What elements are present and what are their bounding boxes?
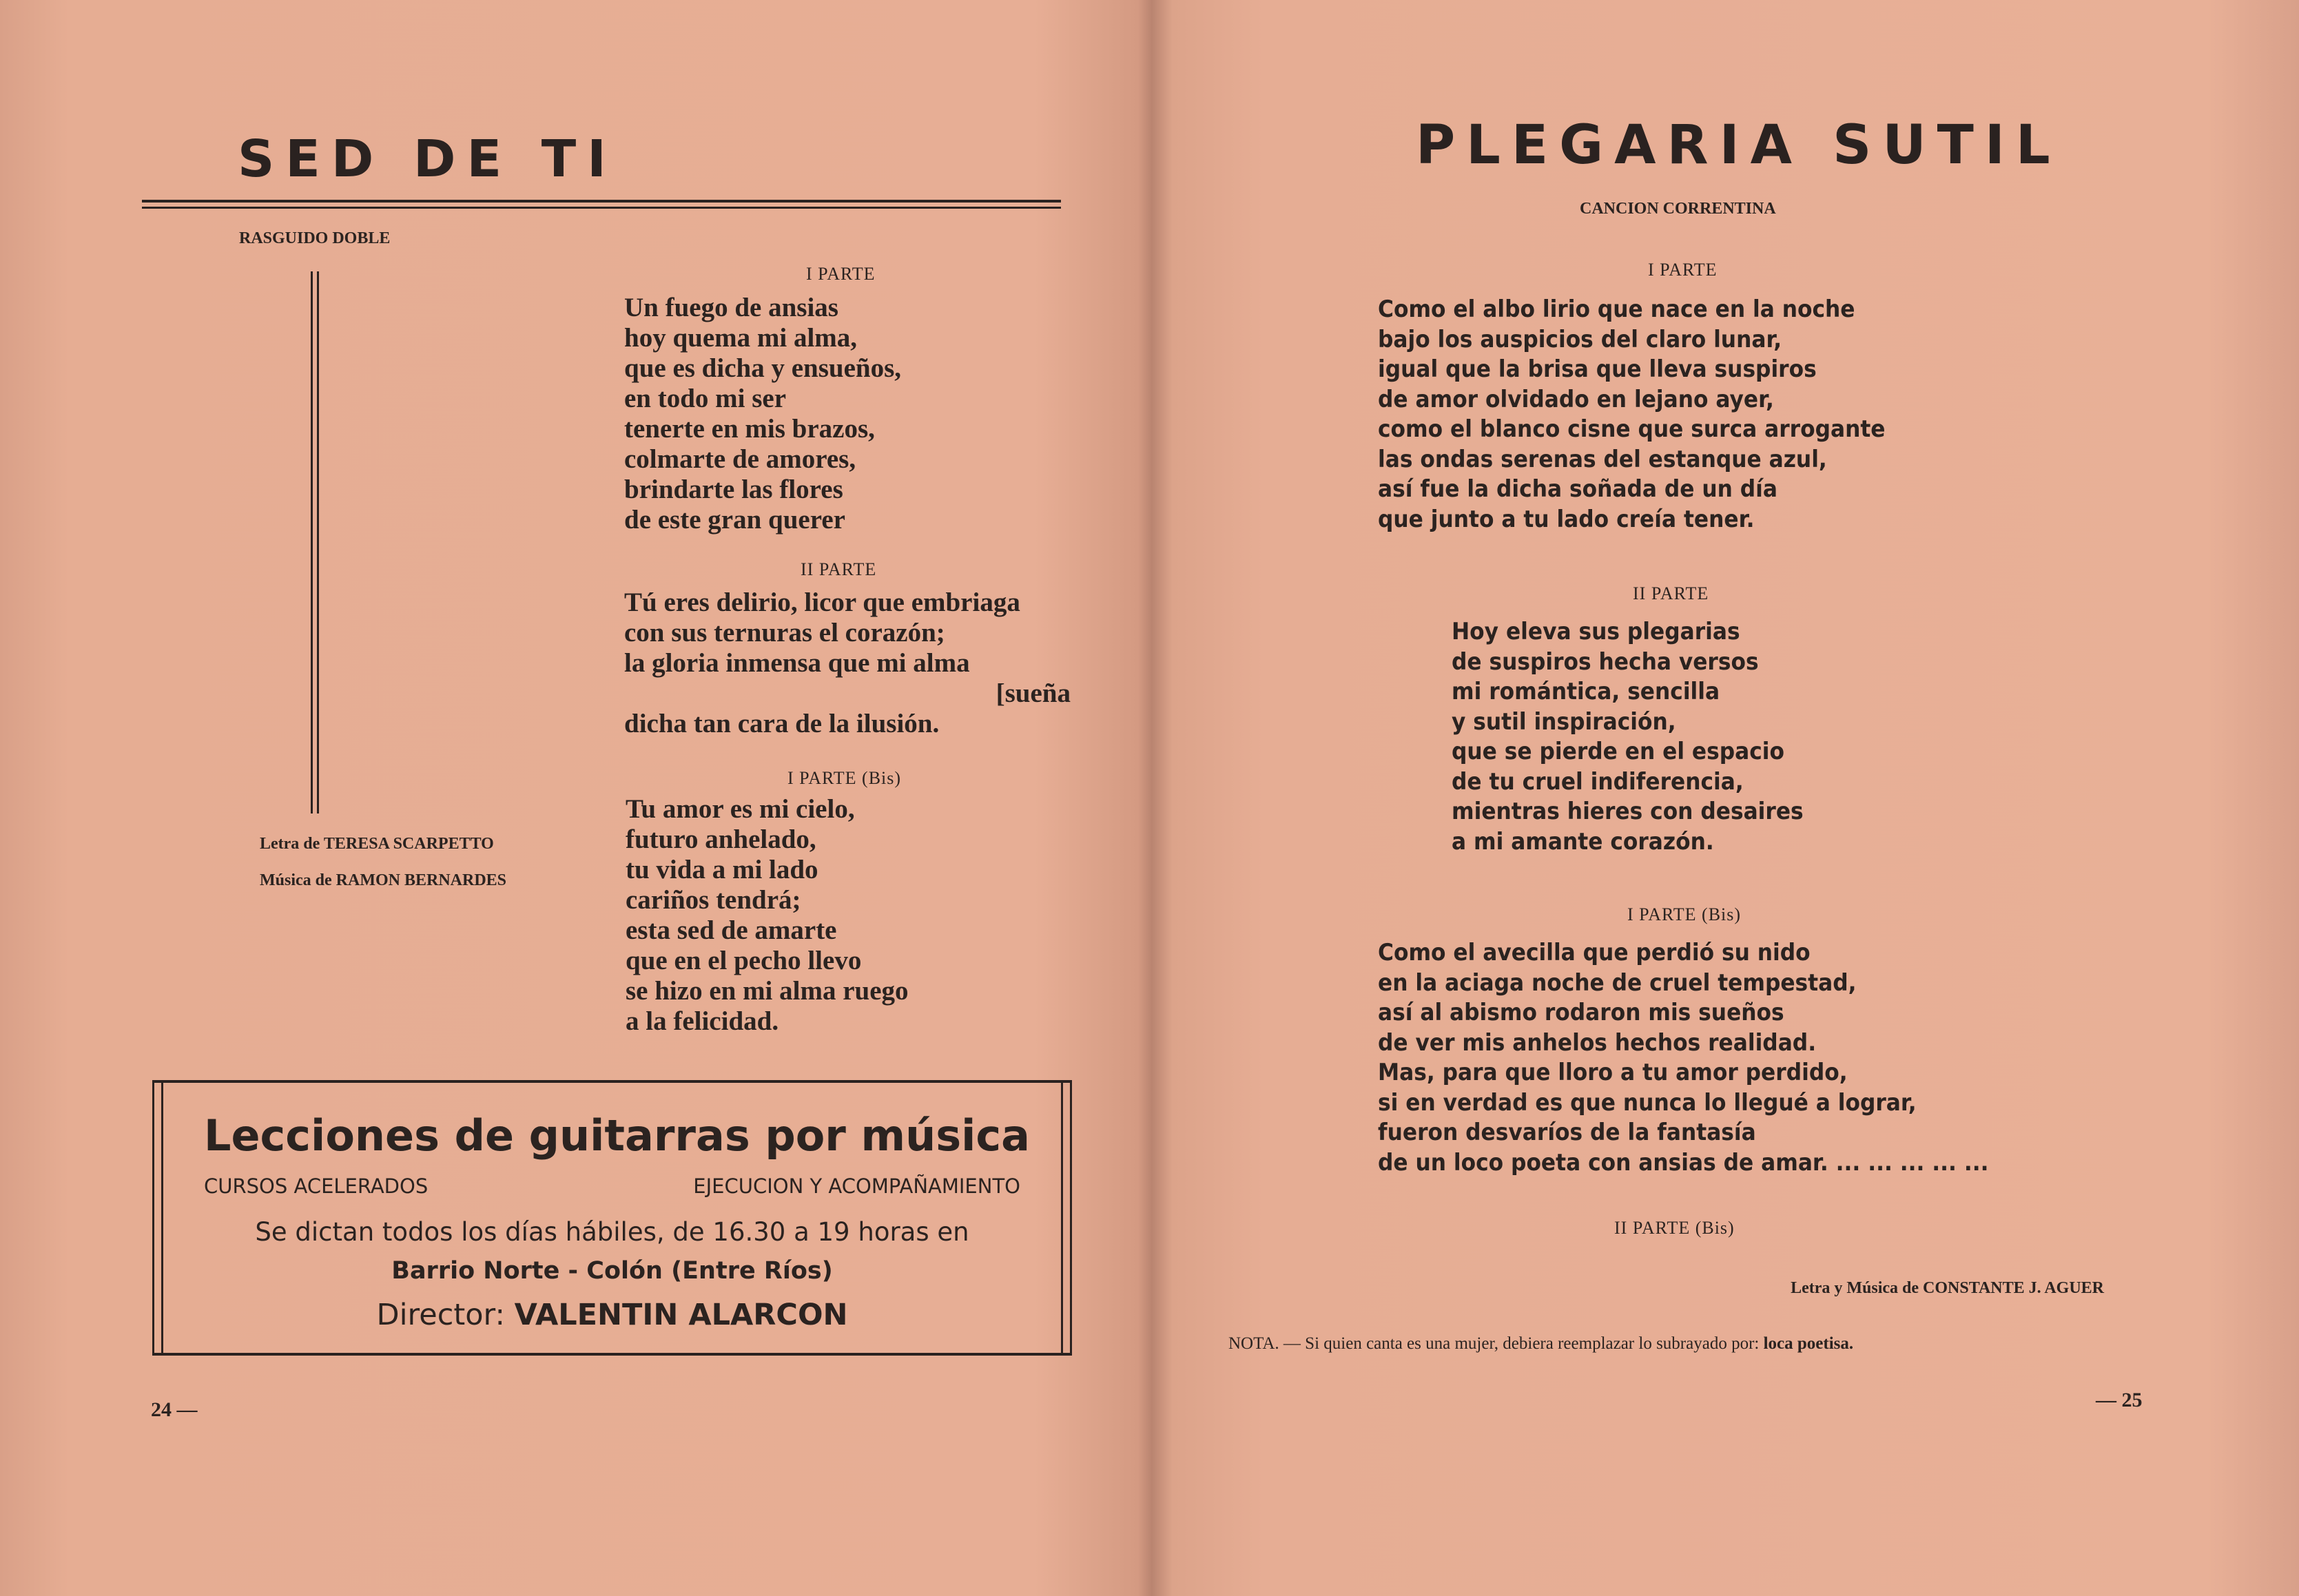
- song-credit: Letra y Música de CONSTANTE J. AGUER: [1791, 1279, 2104, 1297]
- title-rule: [142, 207, 1061, 209]
- lyric-line: colmarte de amores,: [624, 444, 856, 474]
- section-label: II PARTE: [801, 559, 877, 579]
- lyric-line: Un fuego de ansias: [624, 293, 838, 322]
- lyric-line: bajo los auspicios del claro lunar,: [1378, 325, 1782, 353]
- lyric-line: hoy quema mi alma,: [624, 323, 858, 353]
- lyric-line: si en verdad es que nunca lo llegué a lograr,: [1378, 1088, 1917, 1117]
- lyric-line: que en el pecho llevo: [626, 946, 862, 975]
- director-name: VALENTIN ALARCON: [514, 1298, 848, 1332]
- lyric-line: que es dicha y ensueños,: [624, 353, 901, 383]
- lyric-line: en todo mi ser: [624, 384, 787, 413]
- page-number-left: 24 —: [151, 1398, 198, 1421]
- lyric-line: en la aciaga noche de cruel tempestad,: [1378, 968, 1857, 997]
- lyric-line: cariños tendrá;: [626, 885, 801, 915]
- lyric-line: tu vida a mi lado: [626, 855, 818, 884]
- lyric-line: mientras hieres con desaires: [1452, 798, 1804, 825]
- stanza: [1452, 617, 1804, 857]
- lyric-line: fueron desvaríos de la fantasía: [1378, 1119, 1756, 1146]
- stanza: [626, 794, 909, 1037]
- lyrics-credit: Letra de TERESA SCARPETTO: [260, 835, 494, 853]
- note-emphasis: loca poetisa.: [1763, 1334, 1854, 1353]
- section-label: I PARTE (Bis): [787, 768, 902, 788]
- music-credit: Música de RAMON BERNARDES: [260, 871, 507, 889]
- lyric-line: así fue la dicha soñada de un día: [1378, 475, 1777, 503]
- stanza: [1378, 295, 1886, 535]
- lyric-line: se hizo en mi alma ruego: [626, 976, 909, 1006]
- lyric-line: brindarte las flores: [624, 475, 843, 504]
- lyric-line: esta sed de amarte: [626, 915, 837, 945]
- stanza: [624, 293, 901, 535]
- director-label: Director:: [376, 1298, 505, 1332]
- lyric-line: Mas, para que lloro a tu amor perdido,: [1378, 1059, 1848, 1086]
- footnote: [1228, 1334, 1853, 1354]
- song-title-right: PLEGARIA SUTIL: [1416, 114, 2061, 176]
- ad-subtitle-left: CURSOS ACELERADOS: [204, 1174, 429, 1198]
- ad-schedule: Se dictan todos los días hábiles, de 16.30 a 19 horas en: [255, 1217, 969, 1247]
- ad-location: Barrio Norte - Colón (Entre Ríos): [391, 1257, 833, 1285]
- lyric-line: con sus ternuras el corazón;: [624, 618, 945, 647]
- section-label: I PARTE: [1648, 260, 1718, 280]
- vertical-rule: [317, 271, 319, 813]
- lyric-line: igual que la brisa que lleva suspiros: [1378, 355, 1817, 383]
- lyric-line: así al abismo rodaron mis sueños: [1378, 999, 1784, 1026]
- lyric-line: a mi amante corazón.: [1452, 827, 1714, 856]
- lyric-line: de un loco poeta con ansias de amar. ... ... ... ... ...: [1378, 1148, 1989, 1177]
- lyric-line: de suspiros hecha versos: [1452, 647, 1759, 676]
- lyric-line: Tú eres delirio, licor que embriaga: [624, 588, 1020, 617]
- genre-label-left: RASGUIDO DOBLE: [239, 229, 391, 247]
- ad-subtitle-right: EJECUCION Y ACOMPAÑAMIENTO: [693, 1174, 1020, 1198]
- lyric-line: de ver mis anhelos hechos realidad.: [1378, 1028, 1817, 1057]
- lyric-line: de este gran querer: [624, 505, 845, 535]
- stanza: [624, 588, 1071, 739]
- lyric-line: de tu cruel indiferencia,: [1452, 767, 1744, 796]
- lyric-line: que se pierde en el espacio: [1452, 738, 1785, 765]
- lyric-line: las ondas serenas del estanque azul,: [1378, 445, 1827, 473]
- lyric-line: tenerte en mis brazos,: [624, 414, 875, 444]
- guitar-lessons-ad: [152, 1080, 1072, 1356]
- title-rule: [142, 200, 1061, 203]
- song-title-left: SED DE TI: [238, 129, 617, 189]
- lyric-line: a la felicidad.: [626, 1006, 779, 1036]
- stanza: [1378, 938, 1988, 1178]
- lyric-line: futuro anhelado,: [626, 825, 816, 854]
- lyric-line: mi romántica, sencilla: [1452, 678, 1720, 705]
- lyric-line: dicha tan cara de la ilusión.: [624, 709, 940, 738]
- genre-label-right: CANCION CORRENTINA: [1580, 200, 1776, 218]
- lyric-line: Como el albo lirio que nace en la noche: [1378, 296, 1855, 323]
- lyric-line: [sueña: [996, 678, 1071, 708]
- section-label: II PARTE: [1633, 583, 1709, 603]
- lyric-line: como el blanco cisne que surca arrogante: [1378, 415, 1886, 443]
- lyric-line: de amor olvidado en lejano ayer,: [1378, 385, 1774, 413]
- lyric-line: Como el avecilla que perdió su nido: [1378, 939, 1811, 966]
- ad-headline: Lecciones de guitarras por música: [204, 1110, 1030, 1161]
- lyric-line: y sutil inspiración,: [1452, 707, 1676, 736]
- page-number-right: — 25: [2096, 1389, 2143, 1411]
- section-label: I PARTE (Bis): [1627, 904, 1742, 924]
- section-label: II PARTE (Bis): [1614, 1218, 1735, 1238]
- lyric-line: la gloria inmensa que mi alma: [624, 648, 970, 678]
- section-label: I PARTE: [806, 264, 876, 284]
- lyric-line: que junto a tu lado creía tener.: [1378, 505, 1755, 533]
- vertical-rule: [311, 271, 313, 813]
- lyric-line: Tu amor es mi cielo,: [626, 794, 855, 824]
- ad-director: [152, 1298, 1072, 1332]
- note-text: NOTA. — Si quien canta es una mujer, debiera reemplazar lo subrayado por:: [1228, 1334, 1760, 1353]
- lyric-line: Hoy eleva sus plegarias: [1452, 618, 1740, 645]
